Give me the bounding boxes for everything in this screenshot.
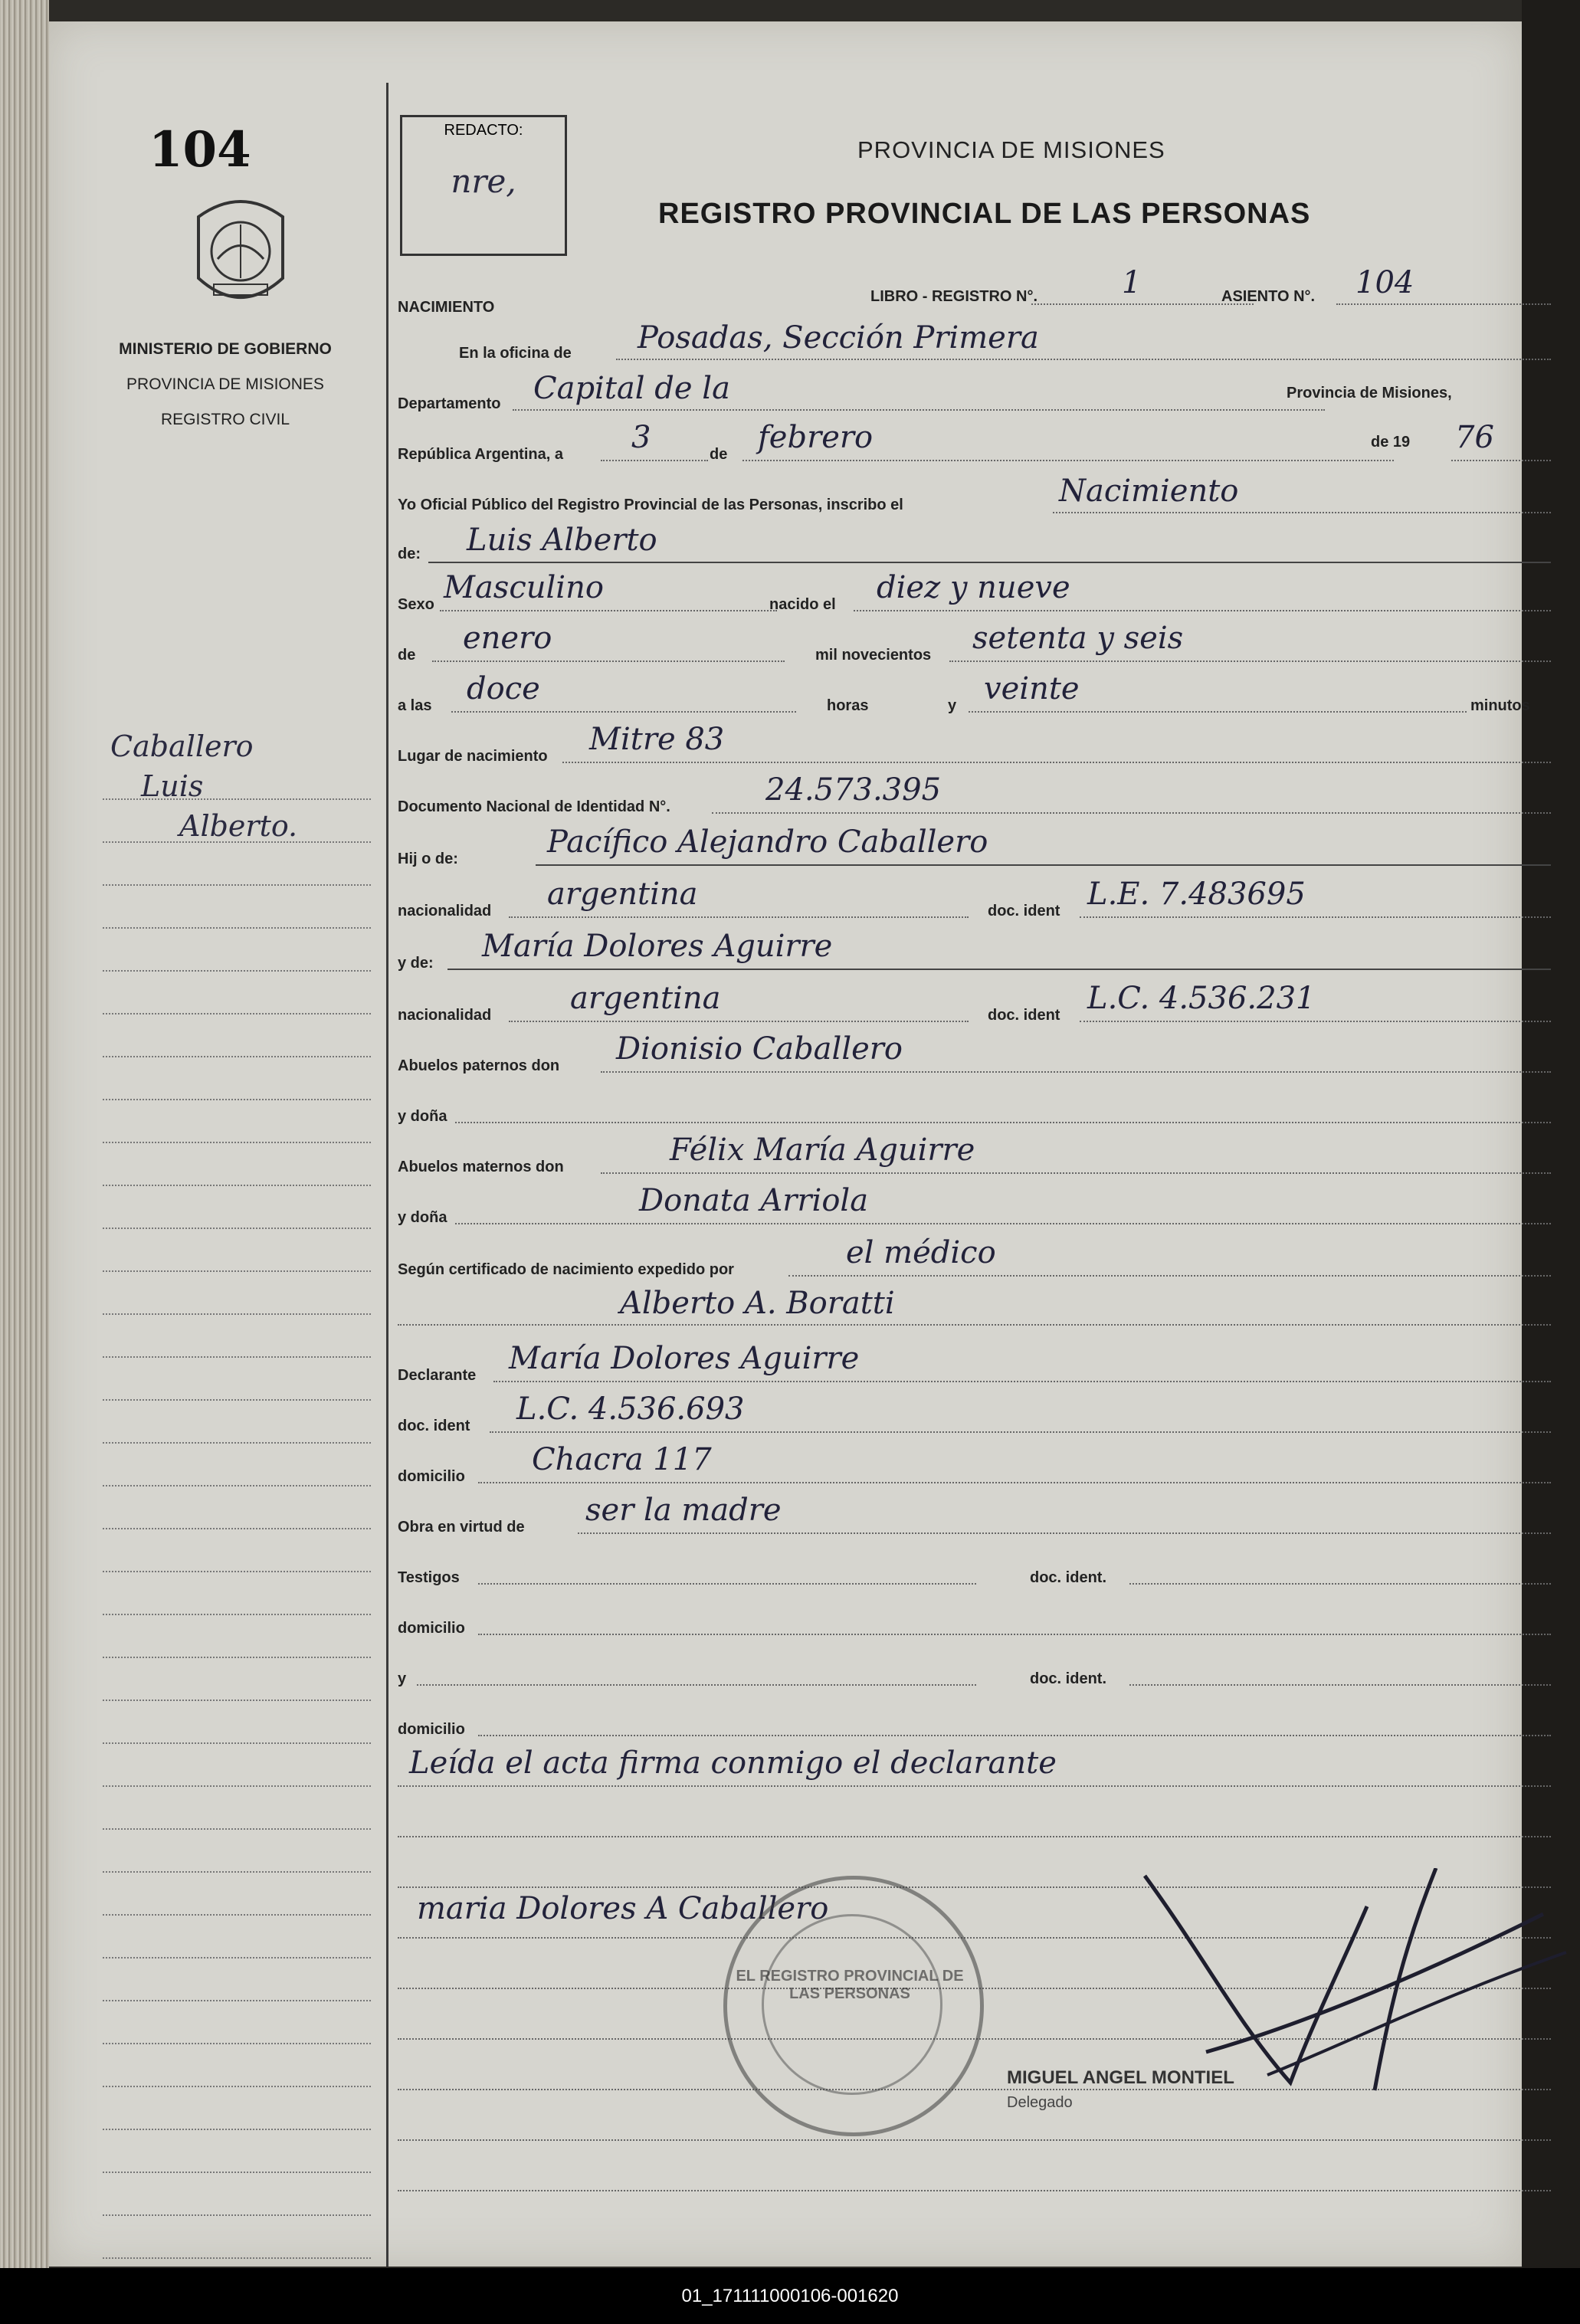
declarante-label: Declarante	[398, 1367, 477, 1384]
nacido-label: nacido el	[769, 596, 836, 613]
sexo-value: Masculino	[444, 570, 604, 605]
anio-label: de 19	[1371, 434, 1411, 451]
y2-label: y	[398, 1670, 407, 1687]
de-label: de	[710, 446, 728, 463]
redacto-label: REDACTO:	[444, 122, 523, 139]
oficial-label: Yo Oficial Público del Registro Provincial de las Personas, inscribo el	[398, 497, 903, 513]
mil-value: setenta y seis	[972, 621, 1184, 656]
folio-number: 104	[149, 121, 251, 179]
abuelos-maternos-value: Félix María Aguirre	[670, 1132, 975, 1168]
de2-label: de:	[398, 546, 421, 562]
dni-value: 24.573.395	[765, 772, 942, 808]
ministry-heading	[95, 332, 356, 438]
doc2-value: L.C. 4.536.231	[1087, 981, 1316, 1016]
official-seal-stamp	[723, 1876, 984, 2136]
cierre-value: Leída el acta firma conmigo el declarante	[409, 1745, 1057, 1781]
minutos-value: veinte	[984, 671, 1080, 706]
republica-label: República Argentina, a	[398, 446, 563, 463]
horas-label: horas	[827, 697, 869, 714]
obra-value: ser la madre	[585, 1493, 782, 1528]
official-signature	[1114, 1868, 1574, 2098]
province-heading: PROVINCIA DE MISIONES	[857, 136, 1165, 163]
hijo-label: Hij o de:	[398, 851, 458, 867]
asiento-value: 104	[1355, 265, 1414, 300]
nacionalidad1-value: argentina	[547, 877, 698, 912]
doc2-label: doc. ident	[988, 1007, 1060, 1024]
registry-title: REGISTRO PROVINCIAL DE LAS PERSONAS	[658, 198, 1311, 230]
doc-declarante-value: L.C. 4.536.693	[516, 1391, 745, 1427]
abuelos-paternos-value: Dionisio Caballero	[616, 1031, 903, 1067]
redacto-value: nre,	[451, 162, 516, 200]
margin-note-line3: Alberto.	[179, 809, 298, 843]
official-name: MIGUEL ANGEL MONTIEL	[1007, 2067, 1234, 2088]
ministry-line1: MINISTERIO DE GOBIERNO	[119, 340, 332, 358]
doc1-label: doc. ident	[988, 903, 1060, 919]
ministry-line2: PROVINCIA DE MISIONES	[126, 375, 324, 393]
ydona1-label: y doña	[398, 1108, 447, 1125]
margin-note	[110, 726, 379, 846]
alas-label: a las	[398, 697, 432, 714]
margin-note-line2: Luis	[141, 769, 204, 803]
hora-value: doce	[467, 671, 540, 706]
column-divider	[386, 83, 388, 2267]
testigos-label: Testigos	[398, 1569, 460, 1586]
departamento-label: Departamento	[398, 395, 501, 412]
sexo-label: Sexo	[398, 596, 434, 613]
declarante-value: María Dolores Aguirre	[509, 1341, 860, 1376]
page-edges	[0, 0, 49, 2268]
nacido-value: diez y nueve	[877, 570, 1070, 605]
dia-value: 3	[631, 420, 651, 455]
y-label: y	[948, 697, 957, 714]
nacionalidad2-value: argentina	[570, 981, 721, 1016]
lugar-label: Lugar de nacimiento	[398, 748, 548, 765]
ydona2-label: y doña	[398, 1209, 447, 1226]
libro-value: 1	[1122, 265, 1142, 300]
asiento-label: ASIENTO N°.	[1221, 288, 1316, 305]
firma-declarante: maria Dolores A Caballero	[417, 1891, 829, 1926]
margin-note-line1: Caballero	[110, 729, 254, 763]
madre-value: María Dolores Aguirre	[482, 929, 833, 964]
register-page	[49, 21, 1530, 2267]
de3-label: de	[398, 647, 416, 664]
nacionalidad1-label: nacionalidad	[398, 903, 492, 919]
oficina-value: Posadas, Sección Primera	[638, 320, 1039, 356]
domicilio-testigo1-label: domicilio	[398, 1620, 465, 1637]
certificado-medico-value: Alberto A. Boratti	[620, 1286, 895, 1321]
oficial-value: Nacimiento	[1059, 474, 1239, 509]
dni-label: Documento Nacional de Identidad N°.	[398, 798, 670, 815]
abuelos-maternos-label: Abuelos maternos don	[398, 1159, 564, 1175]
ydona2-value: Donata Arriola	[639, 1183, 869, 1218]
mil-label: mil novecientos	[815, 647, 932, 664]
nacimiento-label: NACIMIENTO	[398, 299, 495, 316]
doc-testigo1-label: doc. ident.	[1030, 1569, 1106, 1586]
domicilio-label: domicilio	[398, 1468, 465, 1485]
ministry-line3: REGISTRO CIVIL	[160, 411, 290, 428]
departamento-value: Capital de la	[533, 371, 730, 406]
certificado-label: Según certificado de nacimiento expedido por	[398, 1261, 734, 1278]
certificado-value: el médico	[846, 1235, 996, 1270]
doc1-value: L.E. 7.483695	[1087, 877, 1306, 912]
anio-value: 76	[1455, 420, 1494, 455]
doc-testigo2-label: doc. ident.	[1030, 1670, 1106, 1687]
nacionalidad2-label: nacionalidad	[398, 1007, 492, 1024]
provincia-label: Provincia de Misiones,	[1287, 385, 1452, 402]
oficina-label: En la oficina de	[459, 345, 572, 362]
image-id-footer: 01_171111000106-001620	[0, 2268, 1580, 2324]
lugar-value: Mitre 83	[589, 722, 725, 757]
mes-value: febrero	[758, 420, 874, 455]
domicilio-value: Chacra 117	[532, 1442, 712, 1477]
province-emblem-icon	[183, 186, 298, 316]
doc-declarante-label: doc. ident	[398, 1418, 470, 1434]
margin-ruled-lines	[103, 757, 371, 2259]
libro-label: LIBRO - REGISTRO N°.	[870, 288, 1037, 305]
nombre-value: Luis Alberto	[467, 523, 657, 558]
yde-label: y de:	[398, 955, 434, 972]
mes2-value: enero	[463, 621, 552, 656]
minutos-label: minutos	[1470, 697, 1530, 714]
redacto-box	[400, 115, 567, 256]
official-role: Delegado	[1007, 2094, 1073, 2111]
abuelos-paternos-label: Abuelos paternos don	[398, 1057, 560, 1074]
stamp-text: EL REGISTRO PROVINCIAL DE LAS PERSONAS	[736, 1968, 964, 2002]
padre-value: Pacífico Alejandro Caballero	[547, 824, 988, 860]
obra-label: Obra en virtud de	[398, 1519, 525, 1536]
domicilio-testigo2-label: domicilio	[398, 1721, 465, 1738]
